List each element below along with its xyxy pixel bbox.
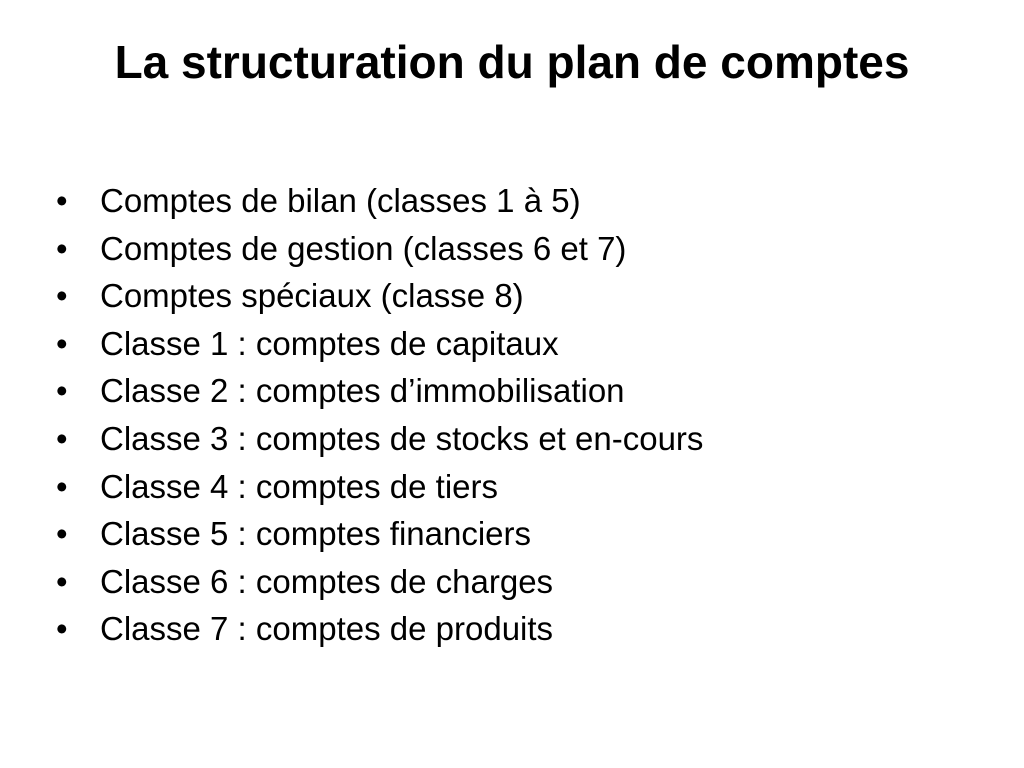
bullet-icon: •	[56, 467, 68, 505]
list-item-text: Classe 3 : comptes de stocks et en-cours	[100, 419, 704, 457]
bullet-icon: •	[56, 419, 68, 457]
list-item	[56, 225, 996, 273]
list-item-text: Classe 4 : comptes de tiers	[100, 467, 498, 505]
list-item-text: Classe 7 : comptes de produits	[100, 610, 554, 648]
list-item-text: Comptes de bilan (classes 1 à 5)	[100, 182, 581, 219]
list-item-text: Classe 1 : comptes de capitaux	[100, 324, 559, 362]
bullet-list	[56, 177, 996, 653]
slide-title: La structuration du plan de comptes	[114, 36, 910, 88]
bullet-icon: •	[56, 515, 68, 553]
bullet-icon: •	[56, 229, 68, 267]
list-item	[56, 463, 996, 511]
list-item	[56, 415, 996, 463]
bullet-icon: •	[56, 324, 68, 362]
list-item-text: Classe 5 : comptes financiers	[100, 515, 532, 553]
bullet-icon: •	[56, 182, 68, 219]
bullet-icon: •	[56, 610, 68, 648]
bullet-icon: •	[56, 562, 68, 600]
list-item	[56, 558, 996, 606]
list-item	[56, 177, 996, 225]
bullet-icon: •	[56, 372, 68, 410]
list-item	[56, 510, 996, 558]
list-item-text: Classe 2 : comptes d’immobilisation	[100, 372, 625, 410]
list-item-text: Classe 6 : comptes de charges	[100, 562, 554, 600]
list-item	[56, 605, 996, 653]
list-item	[56, 320, 996, 368]
list-item-text: Comptes spéciaux (classe 8)	[100, 277, 524, 315]
list-item	[56, 272, 996, 320]
list-item-text: Comptes de gestion (classes 6 et 7)	[100, 229, 627, 267]
bullet-icon: •	[56, 277, 68, 315]
list-item	[56, 367, 996, 415]
